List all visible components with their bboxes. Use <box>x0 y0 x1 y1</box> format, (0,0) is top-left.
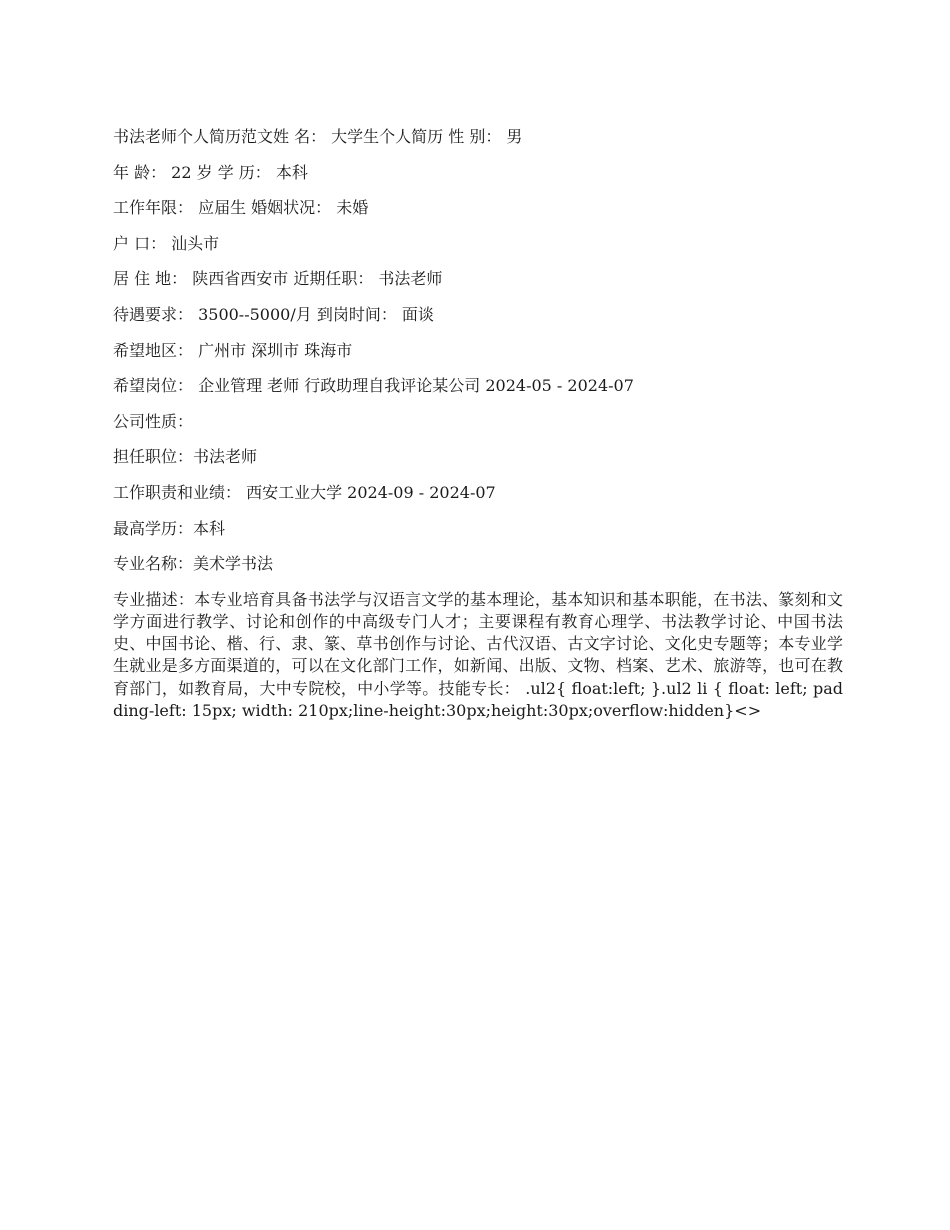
resume-line-highest-degree: 最高学历：本科 <box>113 518 226 538</box>
resume-line-desired-job: 希望岗位： 企业管理 老师 行政助理自我评论某公司 2024-05 - 2024-07 <box>113 376 634 396</box>
resume-line-salary-availability: 待遇要求： 3500--5000/月 到岗时间： 面谈 <box>113 304 434 324</box>
resume-line-job-title: 担任职位：书法老师 <box>113 447 258 467</box>
resume-major-description: 专业描述：本专业培育具备书法学与汉语言文学的基本理论，基本知识和基本职能，在书法、篆刻和文学方面进行教学、讨论和创作的中高级专门人才；主要课程有教育心理学、书法教学讨论、中国书法史、中国书论、楷、行、隶、篆、草书创作与讨论、古代汉语、古文字讨论、文化史专题等；本专业学生就业是多方面渠道的，可以在文化部门工作，如新闻、出版、文物、档案、艺术、旅游等，也可在教育部门，如教育局，大中专院校，中小学等。技能专长： .ul2{ float:left; }.ul2 li { float: left; padding-left: 15px; width: 210px;line-height:30px;height:30px;overflow:hidden}<> <box>113 589 843 720</box>
resume-document <box>113 126 843 722</box>
resume-line-duties: 工作职责和业绩： 西安工业大学 2024-09 - 2024-07 <box>113 482 496 502</box>
resume-line-company-type: 公司性质： <box>113 411 194 431</box>
resume-line-residence-position: 居 住 地： 陕西省西安市 近期任职： 书法老师 <box>113 269 443 289</box>
resume-line-name-gender: 书法老师个人简历范文姓 名： 大学生个人简历 性 别： 男 <box>113 127 523 146</box>
resume-line-hukou: 户 口： 汕头市 <box>113 233 220 253</box>
resume-line-experience-marital: 工作年限： 应届生 婚姻状况： 未婚 <box>113 198 369 218</box>
resume-line-age-education: 年 龄： 22 岁 学 历： 本科 <box>113 162 308 182</box>
resume-line-major: 专业名称：美术学书法 <box>113 554 274 574</box>
resume-line-desired-region: 希望地区： 广州市 深圳市 珠海市 <box>113 340 353 360</box>
